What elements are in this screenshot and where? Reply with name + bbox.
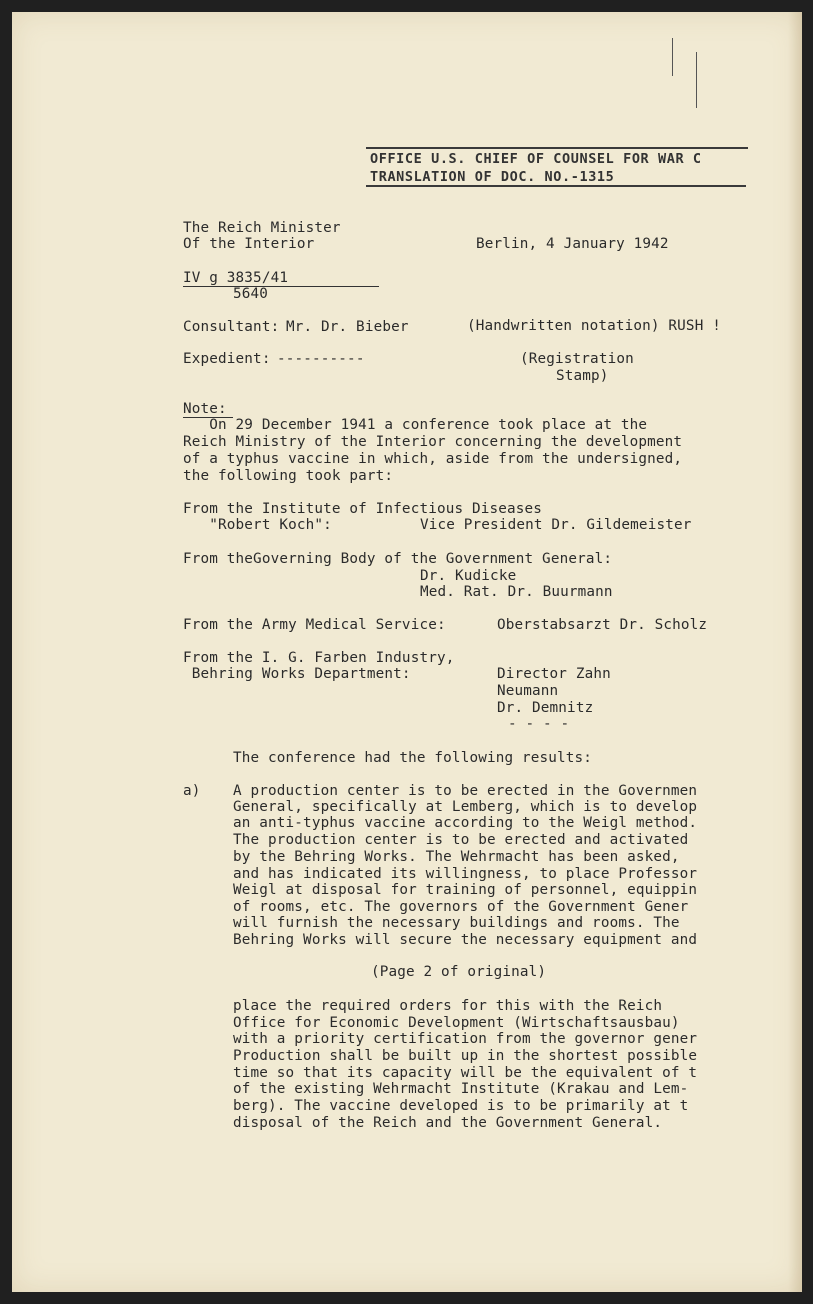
note-line: On 29 December 1941 a conference took place at the xyxy=(183,417,648,433)
participant-ig-person-1: Director Zahn xyxy=(497,666,611,682)
result-a-line: by the Behring Works. The Wehrmacht has been asked, xyxy=(233,849,680,865)
result-a-line: Behring Works will secure the necessary equipment and xyxy=(233,932,698,948)
file-subnumber: 5640 xyxy=(233,286,269,302)
page-edge-shadow xyxy=(788,12,802,1292)
stamp-office-line: OFFICE U.S. CHIEF OF COUNSEL FOR WAR C xyxy=(370,151,702,167)
participant-ig-line-2: Behring Works Department: xyxy=(183,666,411,682)
note-line: Reich Ministry of the Interior concerning the development xyxy=(183,434,683,450)
participant-gg-line: From theGoverning Body of the Government General: xyxy=(183,551,613,567)
place-date: Berlin, 4 January 1942 xyxy=(476,236,669,252)
file-reference: IV g 3835/41 xyxy=(183,270,289,286)
result-a-line: Weigl at disposal for training of personnel, equippin xyxy=(233,882,698,898)
participant-ig-person-2: Neumann xyxy=(497,683,559,699)
participant-rki-person: Vice President Dr. Gildemeister xyxy=(420,517,692,533)
result-a-line: General, specifically at Lemberg, which is to develop xyxy=(233,799,698,815)
participant-rki-line-1: From the Institute of Infectious Diseases xyxy=(183,501,543,517)
stamp-translation-line: TRANSLATION OF DOC. NO.-1315 xyxy=(370,169,615,185)
consultant-name: Mr. Dr. Bieber xyxy=(286,319,409,335)
result-a-line: A production center is to be erected in the Governmen xyxy=(233,783,698,799)
expedient-label: Expedient: xyxy=(183,351,271,367)
participant-ig-line-1: From the I. G. Farben Industry, xyxy=(183,650,455,666)
expedient-dashes: ---------- xyxy=(277,351,365,367)
result-a-line: will furnish the necessary buildings and rooms. The xyxy=(233,915,680,931)
result-a-continued-line: of the existing Wehrmacht Institute (Krakau and Lem- xyxy=(233,1081,689,1097)
result-a-line: of rooms, etc. The governors of the Government Gener xyxy=(233,899,689,915)
file-reference-rule xyxy=(183,286,379,287)
sender-line-1: The Reich Minister xyxy=(183,220,341,236)
handwritten-notation: (Handwritten notation) RUSH ! xyxy=(467,318,721,334)
consultant-label: Consultant: xyxy=(183,319,280,335)
margin-mark xyxy=(672,38,673,76)
result-a-line: and has indicated its willingness, to place Professor xyxy=(233,866,698,882)
participant-army-person: Oberstabsarzt Dr. Scholz xyxy=(497,617,708,633)
page-break-marker: (Page 2 of original) xyxy=(371,964,547,980)
result-a-line: an anti-typhus vaccine according to the Weigl method. xyxy=(233,815,698,831)
result-a-continued-line: with a priority certification from the governor gener xyxy=(233,1031,698,1047)
participant-gg-person-1: Dr. Kudicke xyxy=(420,568,517,584)
participant-gg-person-2: Med. Rat. Dr. Buurmann xyxy=(420,584,613,600)
stamp-rule-top xyxy=(366,147,748,149)
result-a-continued-line: place the required orders for this with the Reich xyxy=(233,998,663,1014)
note-heading: Note: xyxy=(183,401,227,417)
participant-army-line: From the Army Medical Service: xyxy=(183,617,446,633)
participant-rki-line-2: "Robert Koch": xyxy=(183,517,332,533)
participant-list-end-dashes: - - - - xyxy=(508,716,570,732)
sender-line-2: Of the Interior xyxy=(183,236,315,252)
result-a-marker: a) xyxy=(183,783,201,799)
result-a-continued-line: berg). The vaccine developed is to be primarily at t xyxy=(233,1098,689,1114)
result-a-continued-line: Production shall be built up in the shortest possible xyxy=(233,1048,698,1064)
results-intro: The conference had the following results: xyxy=(233,750,593,766)
margin-mark xyxy=(696,52,697,108)
result-a-continued-line: disposal of the Reich and the Government General. xyxy=(233,1115,663,1131)
result-a-continued-line: time so that its capacity will be the equivalent of t xyxy=(233,1065,698,1081)
result-a-line: The production center is to be erected and activated xyxy=(233,832,689,848)
note-line: of a typhus vaccine in which, aside from the undersigned, xyxy=(183,451,683,467)
participant-ig-person-3: Dr. Demnitz xyxy=(497,700,594,716)
registration-stamp-line-2: Stamp) xyxy=(556,368,609,384)
stamp-rule-bottom xyxy=(366,185,746,187)
note-line: the following took part: xyxy=(183,468,394,484)
registration-stamp-line-1: (Registration xyxy=(520,351,634,367)
result-a-continued-line: Office for Economic Development (Wirtschaftsausbau) xyxy=(233,1015,680,1031)
